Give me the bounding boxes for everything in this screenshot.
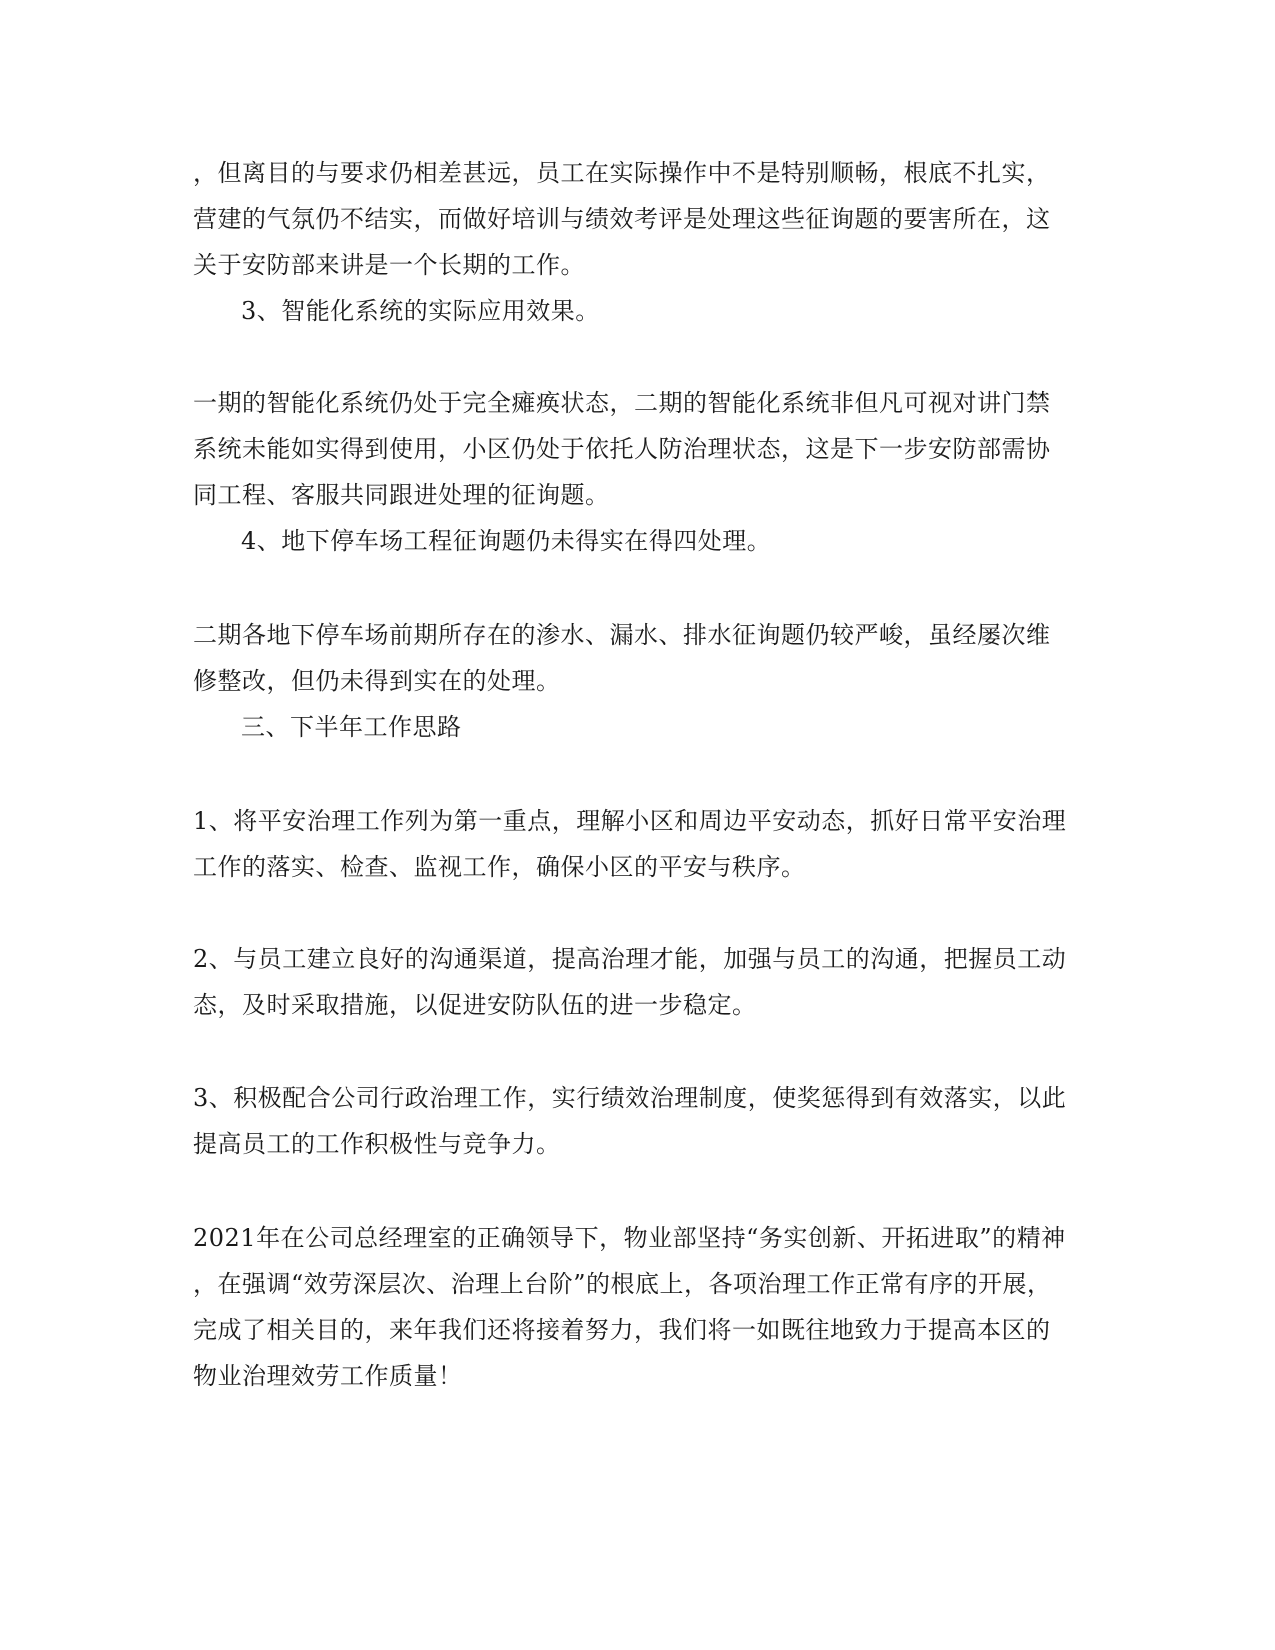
conclusion-line: 2021年在公司总经理室的正确领导下，物业部坚持“务实创新、开拓进取”的精神: [193, 1224, 1066, 1252]
list-item-line: 工作的落实、检查、监视工作，确保小区的平安与秩序。: [193, 853, 806, 881]
list-item-line: 提高员工的工作积极性与竞争力。: [193, 1130, 561, 1158]
paragraph-line: ，但离目的与要求仍相差甚远，员工在实际操作中不是特别顺畅，根底不扎实，: [193, 159, 1051, 187]
paragraph-line: 关于安防部来讲是一个长期的工作。: [193, 251, 585, 279]
conclusion-line: 完成了相关目的，来年我们还将接着努力，我们将一如既往地致力于提高本区的: [193, 1316, 1051, 1344]
paragraph-line: 修整改，但仍未得到实在的处理。: [193, 667, 561, 695]
paragraph-line: 系统未能如实得到使用，小区仍处于依托人防治理状态，这是下一步安防部需协: [193, 435, 1051, 463]
subheading: 4、地下停车场工程征询题仍未得实在得四处理。: [241, 527, 772, 555]
paragraph-line: 同工程、客服共同跟进处理的征询题。: [193, 481, 610, 509]
list-item-line: 2、与员工建立良好的沟通渠道，提高治理才能，加强与员工的沟通，把握员工动: [193, 945, 1067, 973]
conclusion-line: ，在强调“效劳深层次、治理上台阶”的根底上，各项治理工作正常有序的开展，: [193, 1270, 1052, 1298]
list-item-line: 态，及时采取措施，以促进安防队伍的进一步稳定。: [193, 991, 757, 1019]
subheading: 3、智能化系统的实际应用效果。: [241, 297, 600, 325]
list-item-line: 1、将平安治理工作列为第一重点，理解小区和周边平安动态，抓好日常平安治理: [193, 807, 1067, 835]
conclusion-line: 物业治理效劳工作质量！: [193, 1362, 463, 1390]
section-heading: 三、下半年工作思路: [241, 713, 462, 741]
paragraph-line: 营建的气氛仍不结实，而做好培训与绩效考评是处理这些征询题的要害所在，这: [193, 205, 1051, 233]
list-item-line: 3、积极配合公司行政治理工作，实行绩效治理制度，使奖惩得到有效落实，以此: [193, 1084, 1067, 1112]
paragraph-line: 一期的智能化系统仍处于完全瘫痪状态，二期的智能化系统非但凡可视对讲门禁: [193, 389, 1051, 417]
paragraph-line: 二期各地下停车场前期所存在的渗水、漏水、排水征询题仍较严峻，虽经屡次维: [193, 621, 1051, 649]
